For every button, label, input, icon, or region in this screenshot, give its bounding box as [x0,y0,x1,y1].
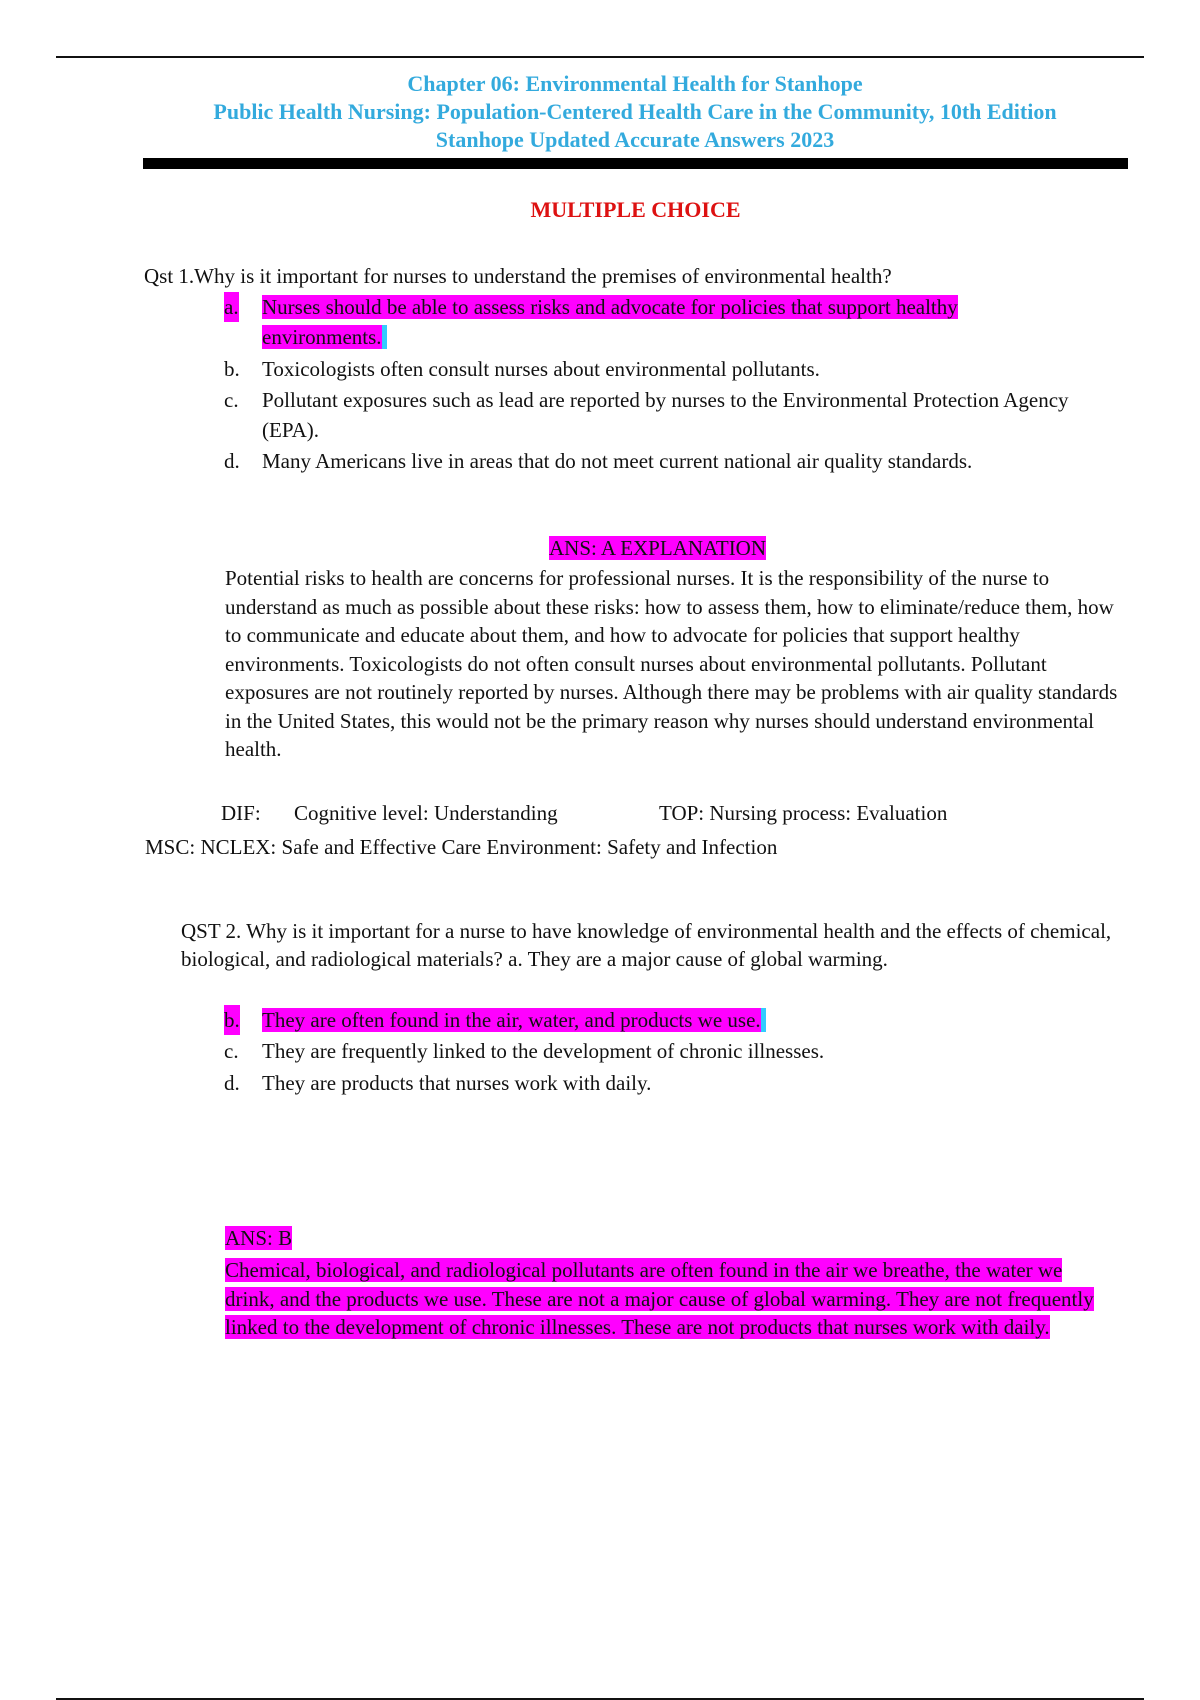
question-1-dif-label: DIF: [221,801,261,825]
option-text: Toxicologists often consult nurses about environmental pollutants. [262,357,820,381]
question-1-option-b[interactable] [224,354,1124,384]
option-letter: d. [224,449,240,473]
question-1-msc: MSC: NCLEX: Safe and Effective Care Environment: Safety and Infection [145,835,778,859]
option-letter: b. [224,357,240,381]
question-1-text: Qst 1.Why is it important for nurses to understand the premises of environmental health? [144,264,892,288]
option-letter: b. [224,1005,240,1035]
question-2-option-b[interactable] [224,1005,1124,1035]
header-divider [143,158,1128,169]
question-1-topic: TOP: Nursing process: Evaluation [659,801,948,825]
option-text: Nurses should be able to assess risks and advocate for policies that support healthy environments.​ [262,295,958,349]
header-subtitle: Stanhope Updated Accurate Answers 2023 [435,127,835,152]
question-1-option-c[interactable] [224,385,1124,445]
question-2-answer-label: ANS: B [225,1226,293,1250]
option-text: They are often found in the air, water, and products we use.​ [262,1008,766,1032]
option-text: They are products that nurses work with daily. [262,1071,652,1095]
option-letter: c. [224,1039,239,1063]
question-2-option-d[interactable] [224,1068,1124,1098]
question-1-explanation: Potential risks to health are concerns for professional nurses. It is the responsibility of the nurse to understand as much as possible about these risks: how to assess them, how to eliminate/reduce them, how to communicate and educate about them, and how to advocate for policies that support healthy environments. Toxicologists do not often consult nurses about environmental pollutants. Pollutant exposures are not routinely reported by nurses. Although there may be problems with air quality standards in the United States, this would not be the primary reason why nurses should understand environmental health. [225,566,1118,761]
question-1-dif-value: Cognitive level: Understanding [294,801,558,825]
option-text: Many Americans live in areas that do not meet current national air quality standards. [262,449,973,473]
question-2-text: QST 2. Why is it important for a nurse to have knowledge of environmental health and the effects of chemical, biological, and radiological materials? a. They are a major cause of global warming. [181,919,1112,971]
question-2-explanation: Chemical, biological, and radiological pollutants are often found in the air we breathe, the water we drink, and the products we use. These are not a major cause of global warming. They are not frequently linked to the development of chronic illnesses. These are not products that nurses work with daily. [225,1258,1094,1339]
option-letter: d. [224,1071,240,1095]
question-1-option-d[interactable] [224,446,1124,476]
question-1-answer-label: ANS: A EXPLANATION [549,536,767,560]
option-text: They are frequently linked to the development of chronic illnesses. [262,1039,825,1063]
option-letter: c. [224,388,239,412]
question-2-option-c[interactable] [224,1036,1124,1066]
option-letter: a. [224,292,239,322]
option-text: Pollutant exposures such as lead are reported by nurses to the Environmental Protection Agency (EPA). [262,388,1069,442]
header-book-title: Public Health Nursing: Population-Centered Health Care in the Community, 10th Edition [213,99,1057,124]
header-chapter-title: Chapter 06: Environmental Health for Stanhope [407,71,863,96]
section-title: MULTIPLE CHOICE [530,197,741,222]
top-rule [56,56,1144,58]
document-header [140,70,1130,154]
question-1-option-a[interactable] [224,292,1074,352]
